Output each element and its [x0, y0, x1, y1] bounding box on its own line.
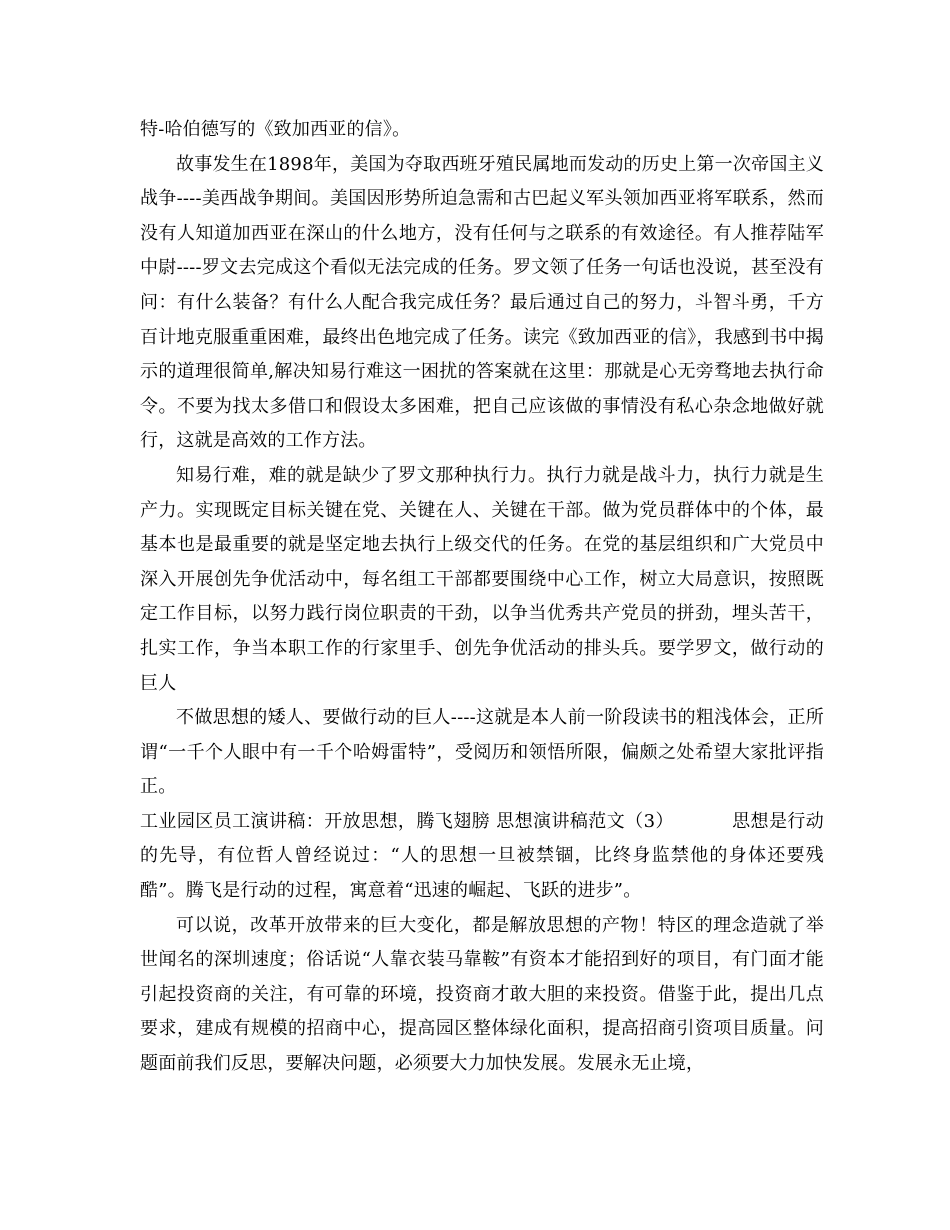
section-lead-text: 思想是行动的先导，有位哲人曾经说过：“人的思想一旦被禁锢，比终身监禁他的身体还要残酷”。腾飞是行动的过程，寓意着“迅速的崛起、飞跃的进步”。: [140, 810, 825, 902]
paragraph-reform: 可以说，改革开放带来的巨大变化，都是解放思想的产物！特区的理念造就了举世闻名的深圳速度；俗话说“人靠衣装马靠鞍”有资本才能招到好的项目，有门面才能引起投资商的关注，有可靠的环境，投资商才敢大胆的来投资。借鉴于此，提出几点要求，建成有规模的招商中心，提高园区整体绿化面积，提高招商引资项目质量。问题面前我们反思，要解决问题，必须要大力加快发展。发展永无止境，: [140, 914, 824, 1075]
section-heading-title: 工业园区员工演讲稿：开放思想，腾飞翅膀 思想演讲稿范文（3）: [140, 810, 674, 832]
section-heading-paragraph: [140, 805, 824, 909]
paragraph-story: 故事发生在1898年，美国为夺取西班牙殖民属地而发动的历史上第一次帝国主义战争----美西战争期间。美国因形势所迫急需和古巴起义军头领加西亚将军联系，然而没有人知道加西亚在深山的什么地方，没有任何与之联系的有效途径。有人推荐陆军中尉----罗文去完成这个看似无法完成的任务。罗文领了任务一句话也没说，甚至没有问：有什么装备？有什么人配合我完成任务？最后通过自己的努力，斗智斗勇，千方百计地克服重重困难，最终出色地完成了任务。读完《致加西亚的信》，我感到书中揭示的道理很简单,解决知易行难这一困扰的答案就在这里：那就是心无旁骛地去执行命令。不要为找太多借口和假设太多困难，把自己应该做的事情没有私心杂念地做好就行，这就是高效的工作方法。: [140, 153, 824, 452]
paragraph-conclusion: 不做思想的矮人、要做行动的巨人----这就是本人前一阶段读书的粗浅体会，正所谓“一千个人眼中有一千个哈姆雷特”，受阅历和领悟所限，偏颇之处希望大家批评指正。: [140, 707, 824, 798]
paragraph-continued: 特-哈伯德写的《致加西亚的信》。: [140, 119, 411, 140]
paragraph-execution: 知易行难，难的就是缺少了罗文那种执行力。执行力就是战斗力，执行力就是生产力。实现既定目标关键在党、关键在人、关键在干部。做为党员群体中的个体，最基本也是最重要的就是坚定地去执行上级交代的任务。在党的基层组织和广大党员中深入开展创先争优活动中，每名组工干部都要围绕中心工作，树立大局意识，按照既定工作目标，以努力践行岗位职责的干劲，以争当优秀共产党员的拼劲，埋头苦干，扎实工作，争当本职工作的行家里手、创先争优活动的排头兵。要学罗文，做行动的巨人: [140, 464, 824, 694]
document-body: [140, 113, 824, 1082]
